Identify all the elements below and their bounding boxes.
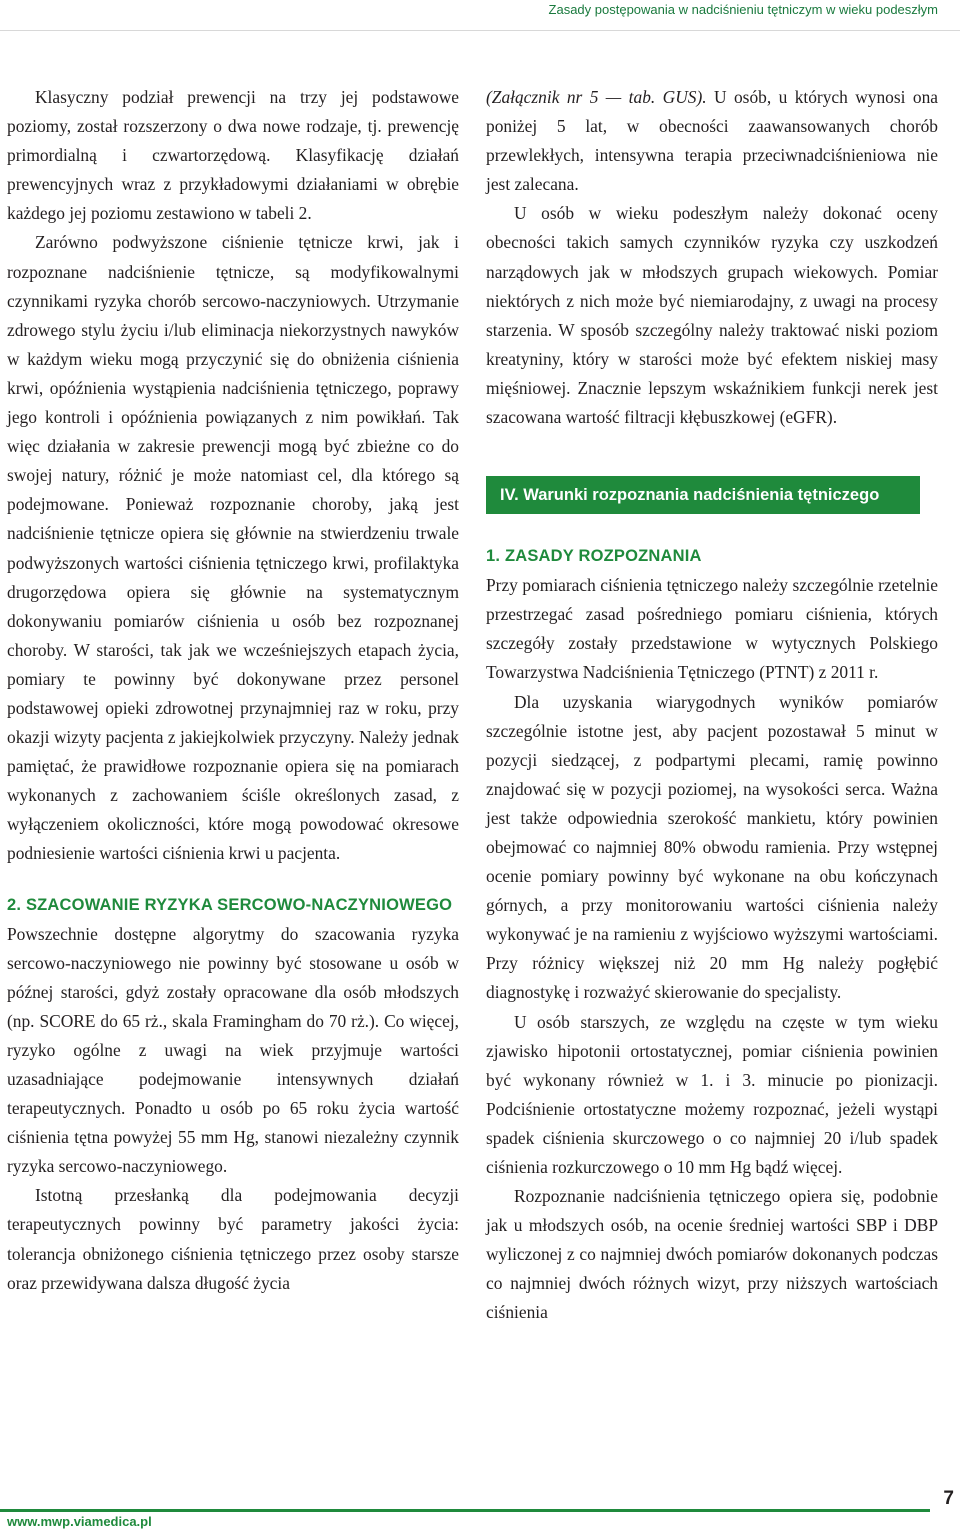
paragraph: Klasyczny podział prewencji na trzy jej podstawowe poziomy, został rozszerzony o dwa nowe rodzaje, tj. prewencję primordialną i czwartorzędową. Klasyfikację działań prewencyjnych wraz z przykładowymi działaniami w obrębie każdego jej poziomu zestawiono w tabeli 2. bbox=[7, 87, 459, 224]
footer-divider bbox=[0, 1509, 930, 1512]
paragraph: U osób starszych, ze względu na częste w tym wieku zjawisko hipotonii ortostatycznej, pomiar ciśnienia powinien być wykonany również w 1. i 3. minucie po pionizacji. Podciśnienie ortostatyczne możemy rozpoznać, jeżeli wystąpi spadek ciśnienia skurczowego o co najmniej 20 i/lub spadek ciśnienia rozkurczowego o 10 mm Hg bądź więcej. bbox=[486, 1011, 938, 1177]
chapter-heading: IV. Warunki rozpoznania nadciśnienia tętniczego bbox=[486, 476, 920, 514]
page-number: 7 bbox=[943, 1488, 954, 1509]
paragraph: Powszechnie dostępne algorytmy do szacowania ryzyka sercowo-naczyniowego nie powinny być stosowane u osób w późnej starości, gdyż zostały opracowane dla osób młodszych (np. SCORE do 65 rż., skala Framingham do 70 rż.). Co więcej, ryzyko ogólne z uwagi na wiek przyjmuje wartości uzasadniające podejmowanie intensywnych działań terapeutycznych. Ponadto u osób po 65 roku życia wartość ciśnienia tętna powyżej 55 mm Hg, stanowi niezależny czynnik ryzyka sercowo-naczyniowego. bbox=[7, 923, 459, 1177]
section-heading: 2. SZACOWANIE RYZYKA SERCOWO-NACZYNIOWEGO bbox=[7, 895, 453, 914]
footer-url-link[interactable]: www.mwp.viamedica.pl bbox=[7, 1514, 152, 1529]
running-title: Zasady postępowania w nadciśnieniu tętniczym w wieku podeszłym bbox=[548, 2, 938, 17]
left-column bbox=[7, 83, 459, 1298]
paragraph bbox=[486, 83, 938, 199]
paragraph: U osób w wieku podeszłym należy dokonać oceny obecności takich samych czynników ryzyka czy uszkodzeń narządowych jak w młodszych grupach wiekowych. Pomiar niektórych z nich może być niemiarodajny, z uwagi na procesy starzenia. W sposób szczególny należy traktować niski poziom kreatyniny, który w starości może być efektem niskiej masy mięśniowej. Znacznie lepszym wskaźnikiem funkcji nerek jest szacowana wartość filtracji kłębuszkowej (eGFR). bbox=[486, 203, 938, 428]
page-header bbox=[0, 0, 960, 31]
paragraph: Dla uzyskania wiarygodnych wyników pomiarów szczególnie istotne jest, aby pacjent pozostawał 5 minut w pozycji siedzącej, z podpartymi plecami, ramię powinno znajdować się w pozycji poziomej, na wysokości serca. Ważna jest także odpowiednia szerokość mankietu, który powinien obejmować co najmniej 80% obwodu ramienia. Przy wstępnej ocenie pomiary powinny być wykonane na obu kończynach górnych, a przy monitorowaniu wartości ciśnienia należy wykonywać je na ramieniu z wyjściowo wyższymi wartościami. Przy różnicy większej niż 20 mm Hg należy pogłębić diagnostykę i rozważyć skierowanie do specjalisty. bbox=[486, 691, 938, 1003]
section-heading: 1. ZASADY ROZPOZNANIA bbox=[486, 547, 702, 566]
table-reference: (Załącznik nr 5 — tab. GUS). bbox=[486, 87, 707, 107]
paragraph-text: U osób, u których wynosi ona poniżej 5 lat, w obecności zaawansowanych chorób przewlekłych, intensywna terapia przeciwnadciśnieniowa nie jest zalecana. bbox=[486, 87, 938, 195]
paragraph: Rozpoznanie nadciśnienia tętniczego opiera się, podobnie jak u młodszych osób, na ocenie średniej wartości SBP i DBP wyliczonej z co najmniej dwóch pomiarów dokonanych podczas co najmniej dwóch różnych wizyt, przy niższych wartościach ciśnienia bbox=[486, 1186, 938, 1323]
right-column bbox=[486, 83, 938, 1328]
paragraph: Przy pomiarach ciśnienia tętniczego należy szczególnie rzetelnie przestrzegać zasad pośredniego pomiaru ciśnienia, których szczegóły zostały przedstawione w wytycznych Polskiego Towarzystwa Nadciśnienia Tętniczego (PTNT) z 2011 r. bbox=[486, 575, 938, 683]
paragraph: Istotną przesłanką dla podejmowania decyzji terapeutycznych powinny być parametry jakości życia: tolerancja obniżonego ciśnienia tętniczego przez osoby starsze oraz przewidywana dalsza długość życia bbox=[7, 1185, 459, 1293]
paragraph: Zarówno podwyższone ciśnienie tętnicze krwi, jak i rozpoznane nadciśnienie tętnicze, są modyfikowalnymi czynnikami ryzyka chorób sercowo-naczyniowych. Utrzymanie zdrowego stylu życiu i/lub eliminacja niekorzystnych nawyków w każdym wieku mogą przyczynić się do obniżenia ciśnienia krwi, opóźnienia wystąpienia nadciśnienia tętniczego, poprawy jego kontroli i opóźnienia powiązanych z nim powikłań. Tak więc działania w zakresie prewencji mogą być zbieżne co do swojej natury, różnić je może natomiast cel, dla którego są podejmowane. Ponieważ rozpoznanie choroby, jaką jest nadciśnienie tętnicze opiera się głównie na stwierdzeniu trwale podwyższonych wartości ciśnienia tętniczego krwi, profilaktyka drugorzędowa opiera się głównie na systematycznym dokonywaniu pomiarów ciśnienia u osób bez rozpoznanej choroby. W starości, tak jak we wcześniejszych etapach życia, pomiary te powinny być dokonywane przez personel podstawowej opieki zdrowotnej przynajmniej raz w roku, przy okazji wizyty pacjenta z jakiejkolwiek przyczyny. Należy jednak pamiętać, że prawidłowe rozpoznanie opiera się na pomiarach wykonanych z zachowaniem ściśle określonych zasad, z wyłączeniem okoliczności, które mogą powodować okresowe podniesienie wartości ciśnienia krwi u pacjenta. bbox=[7, 232, 459, 864]
